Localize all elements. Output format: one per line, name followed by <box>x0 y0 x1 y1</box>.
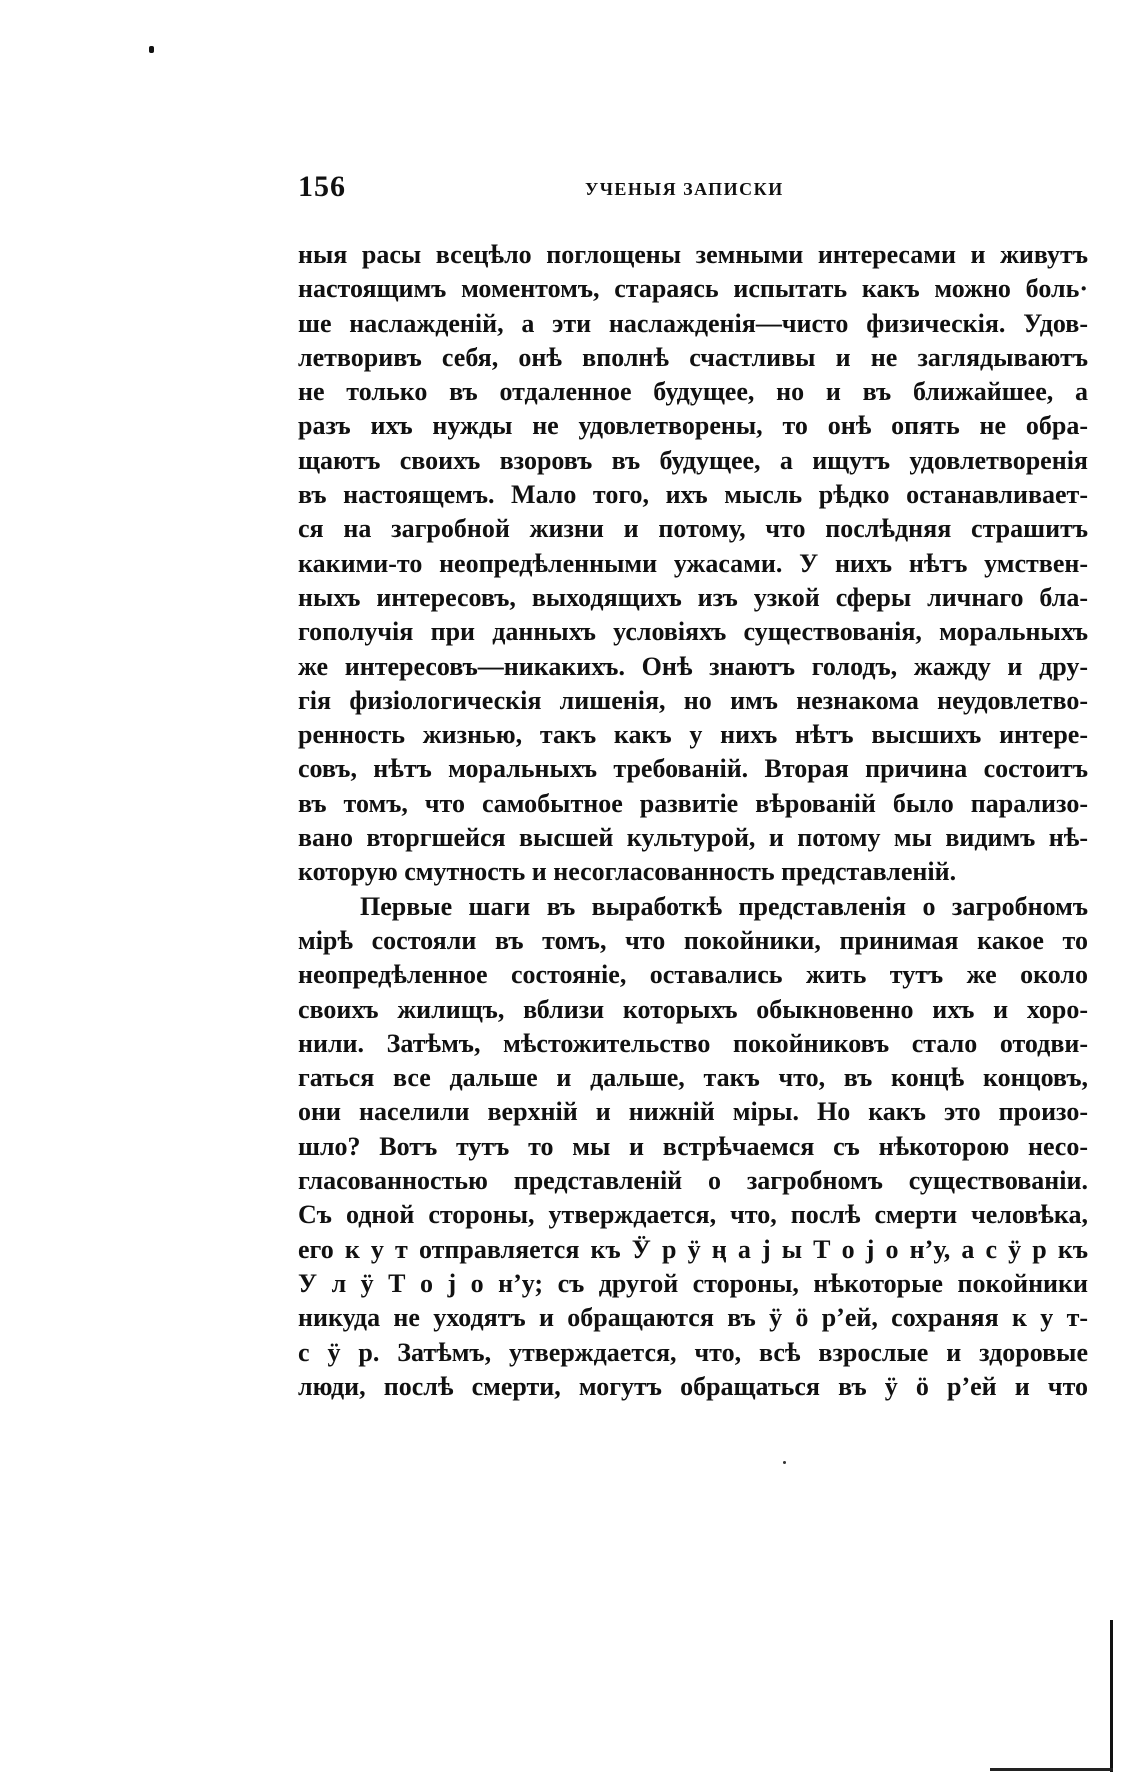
text-line: гополучія при данныхъ условіяхъ существованія, моральныхъ <box>298 617 1088 647</box>
text-line: ренность жизнью, такъ какъ у нихъ нѣтъ высшихъ интере- <box>298 720 1088 750</box>
text-line: ныя расы всецѣло поглощены земными интересами и живутъ <box>298 240 1088 269</box>
text-line: Первые шаги въ выработкѣ представленія о загробномъ <box>360 891 1088 921</box>
page-edge-mark <box>1110 1620 1113 1772</box>
paragraph-1 <box>298 238 1088 890</box>
text-line: въ томъ, что самобытное развитіе вѣрованій было парализо- <box>298 788 1088 818</box>
text-line: своихъ жилищъ, вблизи которыхъ обыкновенно ихъ и хоро- <box>298 994 1088 1024</box>
text-line: шло? Вотъ тутъ то мы и встрѣчаемся съ нѣкоторою несо- <box>298 1131 1088 1161</box>
text-line: они населили верхній и нижній міры. Но какъ это произо- <box>298 1097 1088 1127</box>
running-head: УЧЕНЫЯ ЗАПИСКИ <box>585 179 784 199</box>
text-line: мірѣ состояли въ томъ, что покойники, принимая какое то <box>298 925 1088 955</box>
text-line: его к у т отправляется къ Ӱ р ӱ ң а ј ы Т о ј о н’у, а с ӱ р къ <box>298 1234 1088 1264</box>
page-edge-base <box>990 1768 1113 1771</box>
text-line: не только въ отдаленное будущее, но и въ ближайшее, а <box>298 377 1088 407</box>
text-line: ныхъ интересовъ, выходящихъ изъ узкой сферы личнаго бла- <box>298 582 1088 612</box>
text-line: Съ одной стороны, утверждается, что, послѣ смерти человѣка, <box>298 1200 1088 1230</box>
text-line: ше наслажденій, а эти наслажденія—чисто физическія. Удов- <box>298 308 1088 338</box>
text-line: никуда не уходятъ и обращаются въ ӱ ӧ р’ей, сохраняя к у т- <box>298 1303 1088 1333</box>
text-line: щаютъ своихъ взоровъ въ будущее, а ищутъ удовлетворенія <box>298 445 1088 475</box>
page-header <box>298 170 1088 214</box>
text-line: У л ӱ Т о ј о н’у; съ другой стороны, нѣкоторые покойники <box>298 1268 1088 1298</box>
text-line: настоящимъ моментомъ, стараясь испытать какъ можно боль· <box>298 274 1088 304</box>
text-line: разъ ихъ нужды не удовлетворены, то онѣ опять не обра- <box>298 411 1088 441</box>
ink-speck <box>149 46 154 53</box>
text-line: гія физіологическія лишенія, но имъ незнакома неудовлетво- <box>298 685 1088 715</box>
text-line: с ӱ р. Затѣмъ, утверждается, что, всѣ взрослые и здоровые <box>298 1337 1088 1367</box>
text-line: совъ, нѣтъ моральныхъ требованій. Вторая причина состоитъ <box>298 754 1088 784</box>
page-number: 156 <box>298 170 346 203</box>
text-line: гласованностью представленій о загробномъ существованіи. <box>298 1166 1088 1196</box>
text-line: въ настоящемъ. Мало того, ихъ мысль рѣдко останавливает- <box>298 480 1088 510</box>
text-line: гаться все дальше и дальше, такъ что, въ концѣ концовъ, <box>298 1063 1088 1093</box>
text-line: какими-то неопредѣленными ужасами. У нихъ нѣтъ умствен- <box>298 548 1088 578</box>
text-line: вано вторгшейся высшей культурой, и потому мы видимъ нѣ- <box>298 823 1088 853</box>
text-line: неопредѣленное состояніе, оставались жить тутъ же около <box>298 960 1088 990</box>
text-line: нили. Затѣмъ, мѣстожительство покойниковъ стало отодви- <box>298 1028 1088 1058</box>
text-line: люди, послѣ смерти, могутъ обращаться въ ӱ ӧ р’ей и что <box>298 1371 1088 1401</box>
text-line: ся на загробной жизни и потому, что послѣдняя страшитъ <box>298 514 1088 544</box>
text-line: летворивъ себя, онѣ вполнѣ счастливы и не заглядываютъ <box>298 342 1088 372</box>
text-line: же интересовъ—никакихъ. Онѣ знаютъ голодъ, жажду и дру- <box>298 651 1088 681</box>
text-line: которую смутность и несогласованность представленій. <box>298 857 957 887</box>
ink-dot <box>783 1461 786 1464</box>
body-text <box>298 238 1088 1404</box>
paragraph-2 <box>298 890 1088 1404</box>
